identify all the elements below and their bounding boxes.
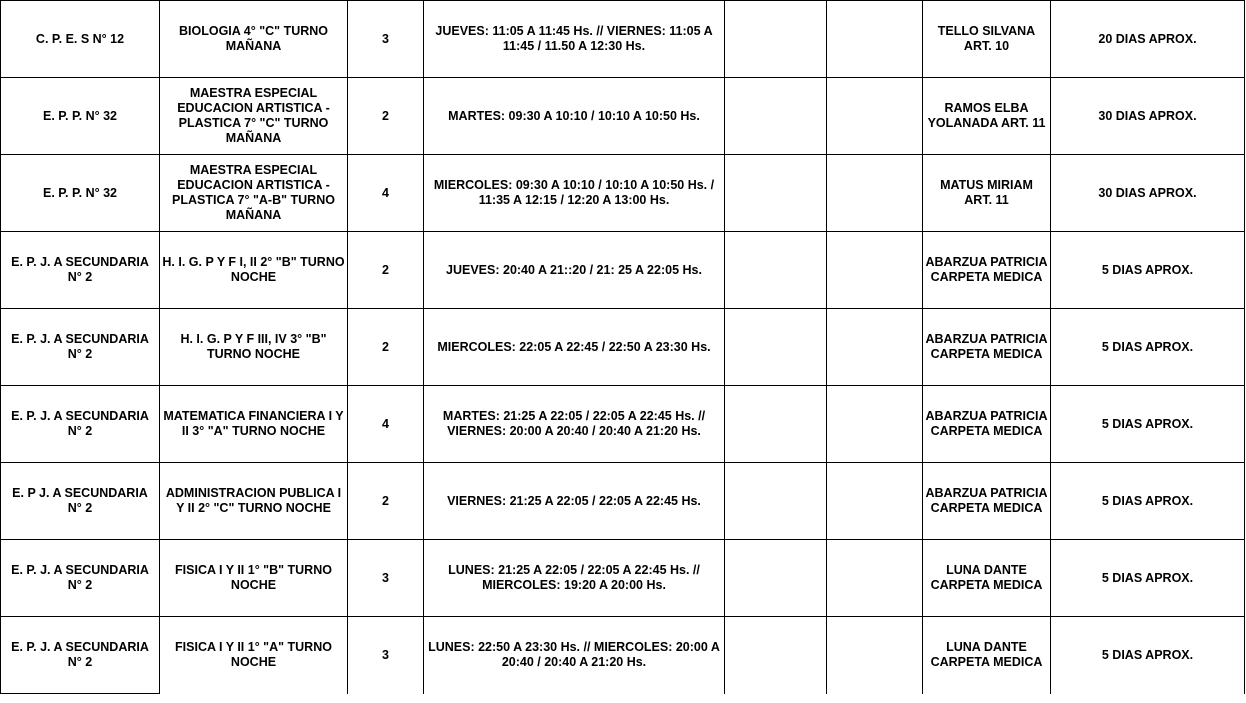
table-row [1,1,1245,78]
table-row [1,155,1245,232]
empty-cell [725,386,827,463]
school-cell: C. P. E. S N° 12 [1,1,160,78]
school-cell: E. P. J. A SECUNDARIA N° 2 [1,617,160,694]
empty-cell [725,309,827,386]
schedule-cell: MARTES: 21:25 A 22:05 / 22:05 A 22:45 Hs. // VIERNES: 20:00 A 20:40 / 20:40 A 21:20 Hs. [424,386,725,463]
empty-cell [725,232,827,309]
duration-cell: 5 DIAS APROX. [1051,540,1245,617]
schedule-cell: MIERCOLES: 22:05 A 22:45 / 22:50 A 23:30 Hs. [424,309,725,386]
school-cell: E. P. J. A SECUNDARIA N° 2 [1,386,160,463]
empty-cell [725,617,827,694]
duration-cell: 30 DIAS APROX. [1051,155,1245,232]
hours-cell: 2 [348,78,424,155]
schedule-cell: LUNES: 22:50 A 23:30 Hs. // MIERCOLES: 20:00 A 20:40 / 20:40 A 21:20 Hs. [424,617,725,694]
empty-cell [827,155,923,232]
table-row [1,540,1245,617]
hours-cell: 3 [348,540,424,617]
subject-cell: ADMINISTRACION PUBLICA I Y II 2° "C" TURNO NOCHE [160,463,348,540]
table-row [1,78,1245,155]
teacher-cell: MATUS MIRIAM ART. 11 [923,155,1051,232]
teacher-cell: LUNA DANTE CARPETA MEDICA [923,617,1051,694]
table-row [1,309,1245,386]
subject-cell: H. I. G. P Y F III, IV 3° "B" TURNO NOCHE [160,309,348,386]
hours-cell: 3 [348,1,424,78]
empty-cell [725,1,827,78]
empty-cell [827,1,923,78]
schedule-cell: JUEVES: 20:40 A 21::20 / 21: 25 A 22:05 Hs. [424,232,725,309]
schedule-cell: MIERCOLES: 09:30 A 10:10 / 10:10 A 10:50 Hs. / 11:35 A 12:15 / 12:20 A 13:00 Hs. [424,155,725,232]
empty-cell [725,540,827,617]
teacher-cell: ABARZUA PATRICIA CARPETA MEDICA [923,232,1051,309]
table-row [1,617,1245,694]
empty-cell [827,617,923,694]
empty-cell [725,463,827,540]
school-cell: E. P. P. N° 32 [1,78,160,155]
duration-cell: 5 DIAS APROX. [1051,386,1245,463]
hours-cell: 3 [348,617,424,694]
empty-cell [827,78,923,155]
duration-cell: 5 DIAS APROX. [1051,232,1245,309]
teacher-cell: ABARZUA PATRICIA CARPETA MEDICA [923,463,1051,540]
empty-cell [827,232,923,309]
teacher-cell: ABARZUA PATRICIA CARPETA MEDICA [923,309,1051,386]
table-row [1,463,1245,540]
schedule-cell: JUEVES: 11:05 A 11:45 Hs. // VIERNES: 11:05 A 11:45 / 11.50 A 12:30 Hs. [424,1,725,78]
duration-cell: 5 DIAS APROX. [1051,309,1245,386]
duration-cell: 30 DIAS APROX. [1051,78,1245,155]
hours-cell: 4 [348,386,424,463]
empty-cell [827,463,923,540]
subject-cell: MAESTRA ESPECIAL EDUCACION ARTISTICA - PLASTICA 7° "A-B" TURNO MAÑANA [160,155,348,232]
hours-cell: 4 [348,155,424,232]
schedule-cell: MARTES: 09:30 A 10:10 / 10:10 A 10:50 Hs. [424,78,725,155]
duration-cell: 5 DIAS APROX. [1051,463,1245,540]
schedule-cell: LUNES: 21:25 A 22:05 / 22:05 A 22:45 Hs. // MIERCOLES: 19:20 A 20:00 Hs. [424,540,725,617]
table-row [1,232,1245,309]
teacher-cell: TELLO SILVANA ART. 10 [923,1,1051,78]
empty-cell [725,155,827,232]
hours-cell: 2 [348,309,424,386]
empty-cell [827,540,923,617]
subject-cell: BIOLOGIA 4° "C" TURNO MAÑANA [160,1,348,78]
school-cell: E. P. J. A SECUNDARIA N° 2 [1,232,160,309]
teacher-cell: RAMOS ELBA YOLANADA ART. 11 [923,78,1051,155]
table-body [1,1,1245,694]
empty-cell [725,78,827,155]
teacher-cell: ABARZUA PATRICIA CARPETA MEDICA [923,386,1051,463]
duration-cell: 20 DIAS APROX. [1051,1,1245,78]
school-cell: E. P. P. N° 32 [1,155,160,232]
school-cell: E. P. J. A SECUNDARIA N° 2 [1,309,160,386]
empty-cell [827,309,923,386]
subject-cell: FISICA I Y II 1° "B" TURNO NOCHE [160,540,348,617]
subject-cell: MAESTRA ESPECIAL EDUCACION ARTISTICA - PLASTICA 7° "C" TURNO MAÑANA [160,78,348,155]
subject-cell: MATEMATICA FINANCIERA I Y II 3° "A" TURNO NOCHE [160,386,348,463]
hours-cell: 2 [348,463,424,540]
hours-cell: 2 [348,232,424,309]
duration-cell: 5 DIAS APROX. [1051,617,1245,694]
teacher-cell: LUNA DANTE CARPETA MEDICA [923,540,1051,617]
school-cell: E. P. J. A SECUNDARIA N° 2 [1,540,160,617]
subject-cell: H. I. G. P Y F I, II 2° "B" TURNO NOCHE [160,232,348,309]
table-row [1,386,1245,463]
school-cell: E. P J. A SECUNDARIA N° 2 [1,463,160,540]
subject-cell: FISICA I Y II 1° "A" TURNO NOCHE [160,617,348,694]
schedule-cell: VIERNES: 21:25 A 22:05 / 22:05 A 22:45 Hs. [424,463,725,540]
empty-cell [827,386,923,463]
